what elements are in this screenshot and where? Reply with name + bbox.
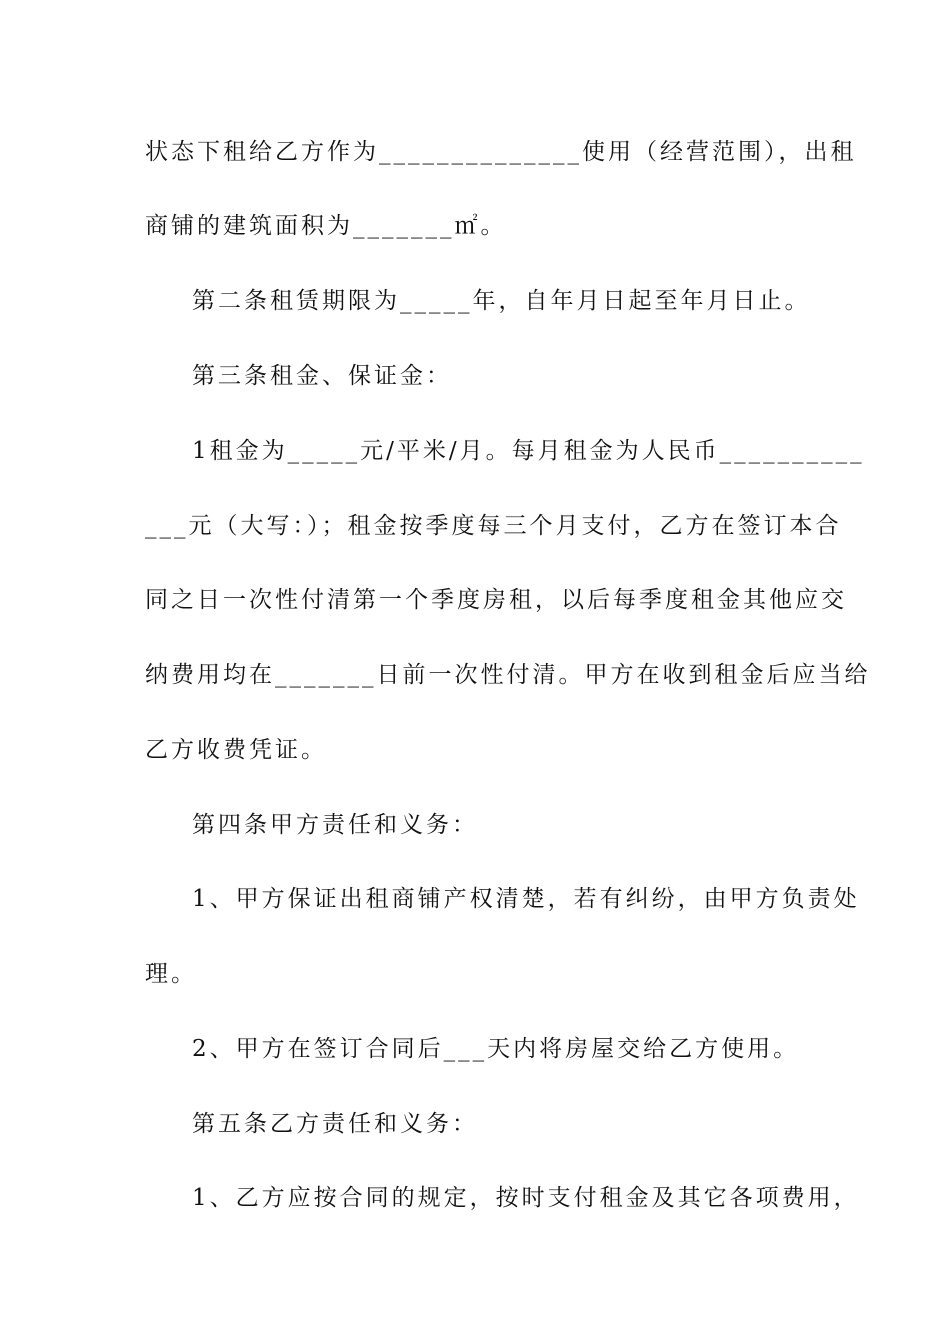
article-5-heading: 第五条乙方责任和义务： [192,1111,478,1137]
paragraph-line: 同之日一次性付清第一个季度房租，以后每季度租金其他应交 [145,587,847,613]
paragraph-line: 1租金为_____元/平米/月。每月租金为人民币__________ [192,438,865,464]
paragraph-line: 1、甲方保证出租商铺产权清楚，若有纠纷，由甲方负责处 [192,886,860,912]
article-2-line: 第二条租赁期限为_____年，自年月日起至年月日止。 [192,288,811,314]
article-3-heading: 第三条租金、保证金： [192,363,452,389]
paragraph-line: 1、乙方应按合同的规定，按时支付租金及其它各项费用， [192,1185,860,1211]
article-4-heading: 第四条甲方责任和义务： [192,812,478,838]
paragraph-line: 纳费用均在_______日前一次性付清。甲方在收到租金后应当给 [145,662,871,688]
paragraph-line: 商铺的建筑面积为_______㎡。 [145,213,507,239]
paragraph-line: 乙方收费凭证。 [145,737,327,763]
paragraph-line: 理。 [145,961,197,987]
paragraph-line: 状态下租给乙方作为______________使用（经营范围），出租 [145,139,857,165]
paragraph-line: 2、甲方在签订合同后___天内将房屋交给乙方使用。 [192,1036,800,1062]
paragraph-line: ___元（大写：）；租金按季度每三个月支付，乙方在签订本合 [145,513,842,539]
